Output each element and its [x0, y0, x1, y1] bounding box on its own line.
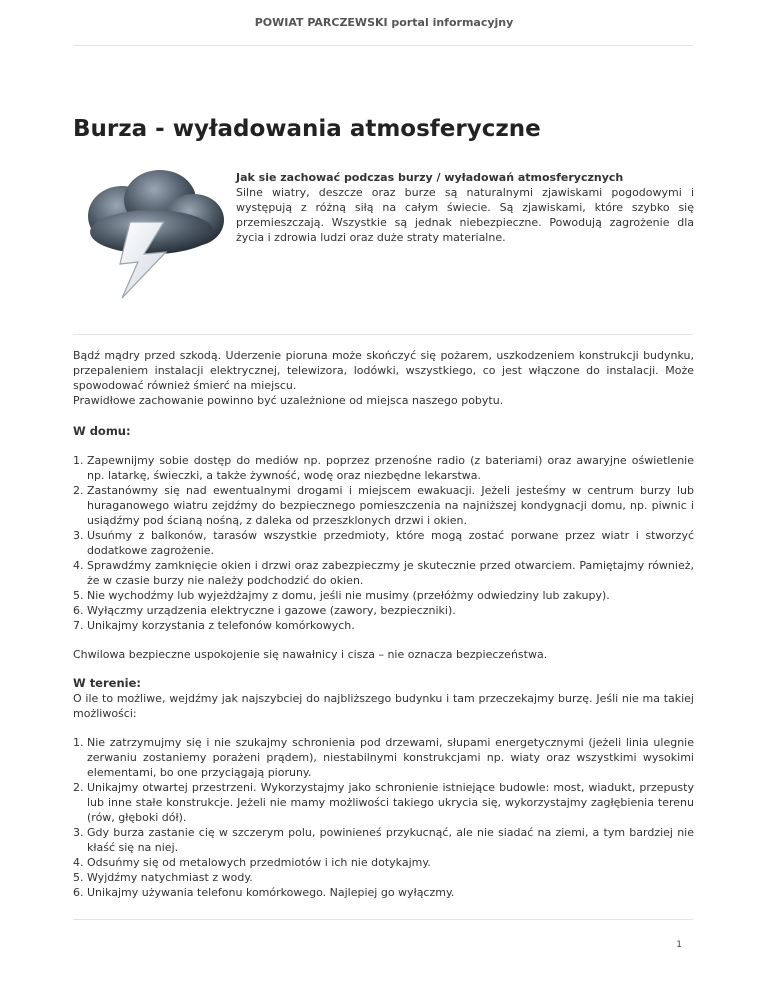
intro-section	[236, 170, 694, 245]
list-item: 7. Unikajmy korzystania z telefonów komórkowych.	[87, 618, 694, 633]
list-item: 1. Nie zatrzymujmy się i nie szukajmy schronienia pod drzewami, słupami energetycznymi (jeżeli linia ulegnie zerwaniu zostaniemy porażeni prądem), niestabilnymi konstrukcjami np. wiaty oraz wszystkimi wysokimi elementami, bo one przyciągają pioruny.	[87, 735, 694, 780]
field-intro: O ile to możliwe, wejdźmy jak najszybciej do najbliższego budynku i tam przeczekajmy burzę. Jeśli nie ma takiej możliwości:	[73, 692, 694, 720]
list-item: 5. Nie wychodźmy lub wyjeżdżajmy z domu, jeśli nie musimy (przełóżmy odwiedziny lub zakupy).	[87, 588, 694, 603]
list-item: 2. Unikajmy otwartej przestrzeni. Wykorzystajmy jako schronienie istniejące budowle: most, wiadukt, przepusty lub inne stałe konstrukcje. Jeżeli nie mamy możliwości takiego ukrycia się, wykorzystajmy zagłębienia terenu (rów, głęboki dół).	[87, 780, 694, 825]
list-item: 5. Wyjdźmy natychmiast z wody.	[87, 870, 694, 885]
list-item: 6. Unikajmy używania telefonu komórkowego. Najlepiej go wyłączmy.	[87, 885, 694, 900]
field-heading: W terenie:	[73, 676, 141, 690]
thunderstorm-cloud-icon	[72, 166, 232, 306]
footer-divider	[73, 919, 693, 920]
section-divider	[73, 334, 693, 335]
site-header: POWIAT PARCZEWSKI portal informacyjny	[254, 16, 514, 29]
field-list	[73, 735, 694, 900]
header-divider	[73, 45, 693, 46]
list-item: 3. Gdy burza zastanie cię w szczerym polu, powinieneś przykucnąć, ale nie siadać na ziemi, a tym bardziej nie kłaść się na niej.	[87, 825, 694, 855]
calm-note: Chwilowa bezpieczne uspokojenie się nawałnicy i cisza – nie oznacza bezpieczeństwa.	[73, 648, 548, 661]
warning-paragraph: Bądź mądry przed szkodą. Uderzenie pioruna może skończyć się pożarem, uszkodzeniem konstrukcji budynku, przepaleniem instalacji elektrycznej, telewizora, lodówki, wszystkiego, co jest włączone do instalacji. Może spowodować również śmierć na miejscu.	[73, 349, 694, 392]
page-number: 1	[676, 940, 682, 950]
main-content	[73, 348, 694, 900]
list-item: 3. Usuńmy z balkonów, tarasów wszystkie przedmioty, które mogą zostać porwane przez wiatr i stworzyć dodatkowe zagrożenie.	[87, 528, 694, 558]
list-item: 4. Odsuńmy się od metalowych przedmiotów i ich nie dotykajmy.	[87, 855, 694, 870]
list-item: 1. Zapewnijmy sobie dostęp do mediów np. poprzez przenośne radio (z bateriami) oraz awaryjne oświetlenie np. latarkę, świeczki, a także żywność, wodę oraz niezbędne lekarstwa.	[87, 453, 694, 483]
intro-title: Jak sie zachować podczas burzy / wyładowań atmosferycznych	[236, 171, 624, 184]
intro-text: Silne wiatry, deszcze oraz burze są naturalnymi zjawiskami pogodowymi i występują z różną siłą na całym świecie. Są zjawiskami, które szybko się przemieszczają. Wszystkie są jednak niebezpieczne. Powodują zagrożenie dla życia i zdrowia ludzi oraz duże straty materialne.	[236, 186, 694, 244]
list-item: 4. Sprawdźmy zamknięcie okien i drzwi oraz zabezpieczmy je skutecznie przed otwarciem. Pamiętajmy również, że w czasie burzy nie należy podchodzić do okien.	[87, 558, 694, 588]
list-item: 6. Wyłączmy urządzenia elektryczne i gazowe (zawory, bezpieczniki).	[87, 603, 694, 618]
home-heading: W domu:	[73, 424, 131, 438]
list-item: 2. Zastanówmy się nad ewentualnymi drogami i miejscem ewakuacji. Jeżeli jesteśmy w centrum burzy lub huraganowego wiatru zejdźmy do bezpiecznego pomieszczenia na najniższej kondygnacji domu, np. piwnic i usiądźmy pod ścianą nośną, z daleka od przeszklonych drzwi i okien.	[87, 483, 694, 528]
behavior-note: Prawidłowe zachowanie powinno być uzależnione od miejsca naszego pobytu.	[73, 394, 504, 407]
home-list	[73, 453, 694, 633]
page-title: Burza - wyładowania atmosferyczne	[73, 116, 541, 142]
